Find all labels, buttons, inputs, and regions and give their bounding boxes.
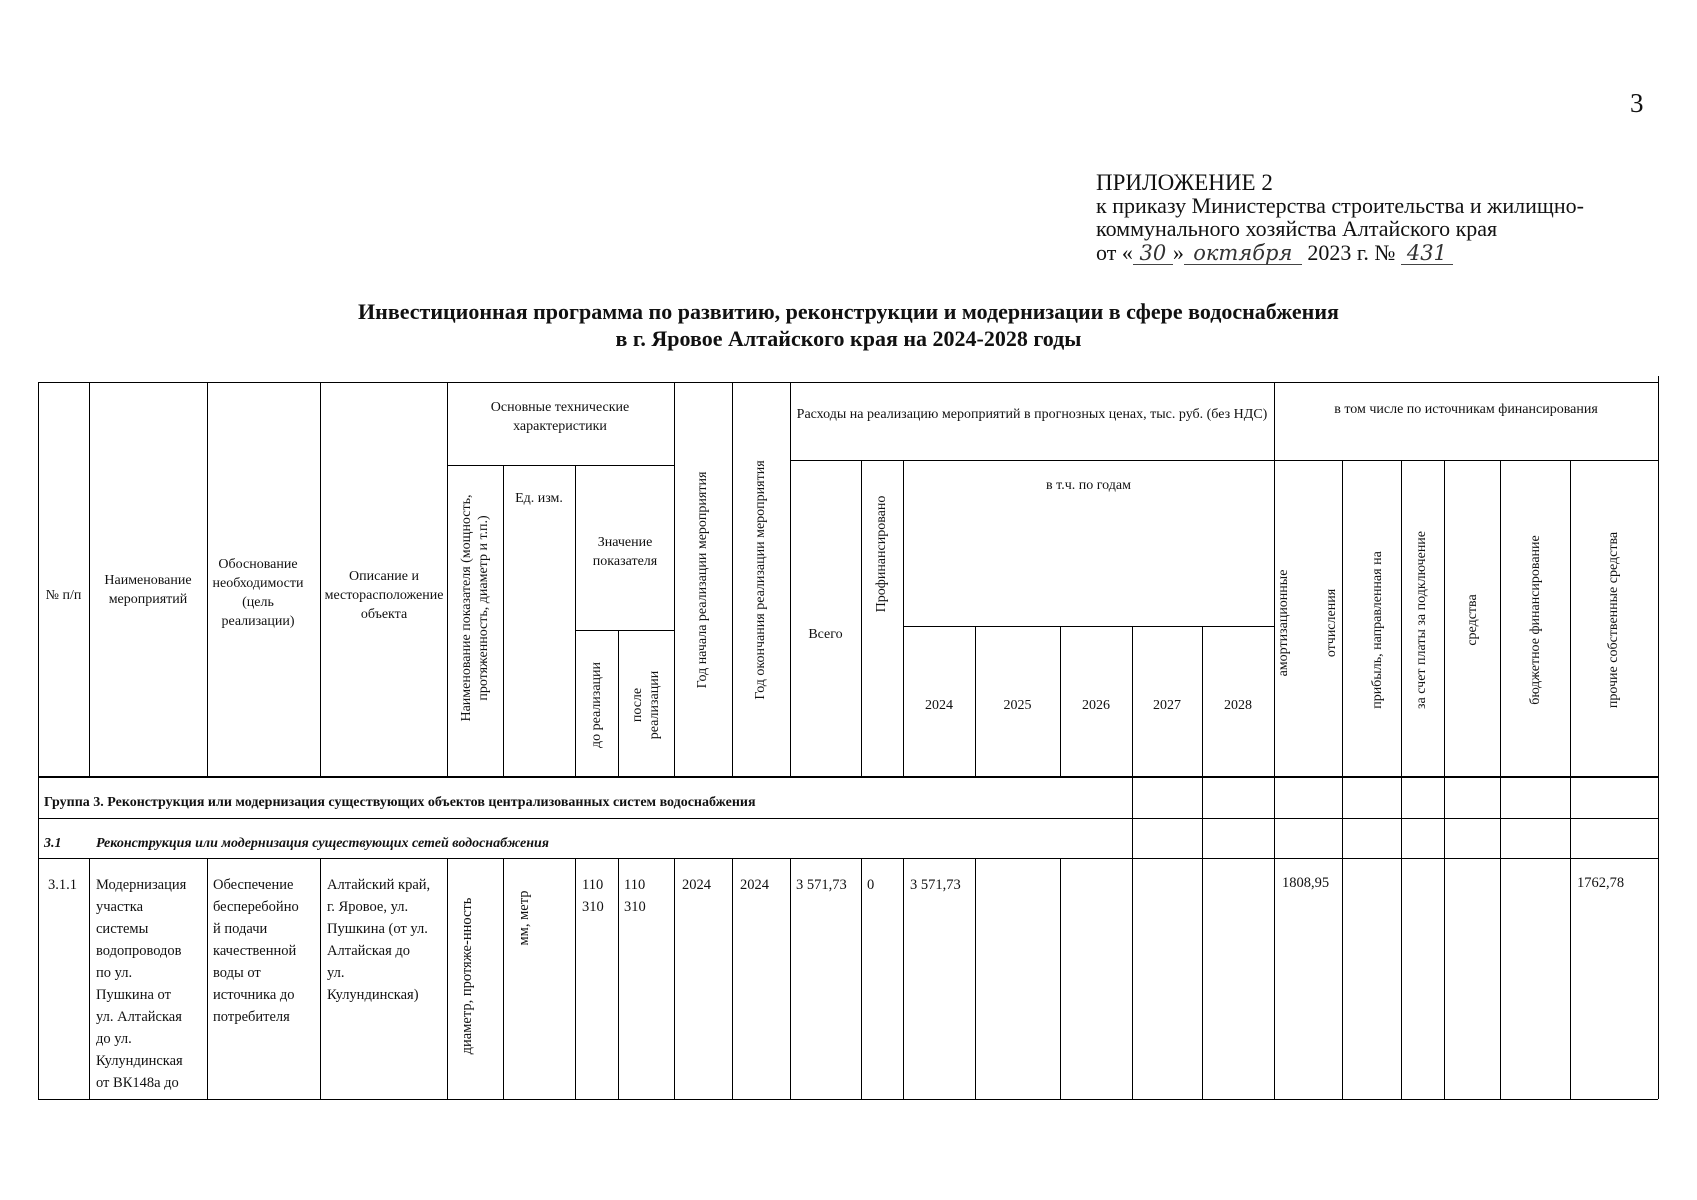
value-divider	[575, 630, 674, 631]
col-border	[447, 382, 448, 776]
col-border	[207, 858, 208, 1099]
table-bottom-border	[38, 1099, 1658, 1100]
handwritten-day: 30	[1133, 242, 1173, 265]
col-border	[1132, 776, 1133, 1099]
header-year-2026: 2026	[1082, 697, 1110, 713]
col-border	[320, 858, 321, 1099]
col-border	[503, 858, 504, 1099]
col-border	[1500, 460, 1501, 1099]
header-after: после реализации	[630, 670, 662, 740]
row-name: Модернизация участка системы водопроводов по ул. Пушкина от ул. Алтайская до ул. Кулундинская от ВК148а до	[96, 877, 187, 1091]
col-border	[903, 858, 904, 1099]
date-year: 2023 г. №	[1307, 240, 1396, 265]
col-border	[1570, 460, 1571, 1099]
col-border	[861, 858, 862, 1099]
group-row-border	[38, 818, 1658, 819]
header-amortization: амортизационные отчисления	[1276, 569, 1339, 677]
header-sources: в том числе по источникам финансирования	[1334, 401, 1598, 417]
col-border	[38, 382, 39, 1099]
header-description: Описание и месторасположение объекта	[324, 568, 444, 622]
header-year-end: Год окончания реализации мероприятия	[753, 460, 768, 700]
header-before: до реализации	[589, 661, 604, 749]
row-amortization: 1808,95	[1282, 875, 1330, 891]
header-year-2024: 2024	[925, 697, 953, 713]
subgroup-3-1-title: Реконструкция или модернизация существующих сетей водоснабжения	[96, 836, 550, 851]
col-border	[503, 465, 504, 776]
header-costs: Расходы на реализацию мероприятий в прогнозных ценах, тыс. руб. (без НДС)	[796, 406, 1268, 422]
header-connection: за счет платы за подключение	[1414, 530, 1429, 710]
years-divider	[903, 626, 1274, 627]
row-other: 1762,78	[1577, 875, 1625, 891]
row-description: Алтайский край, г. Яровое, ул. Пушкина (от ул. Алтайская до ул. Кулундинская)	[327, 877, 431, 1003]
header-bottom-border	[38, 776, 1658, 778]
document-title	[0, 298, 1697, 352]
col-border	[575, 465, 576, 776]
col-border	[618, 858, 619, 1099]
col-border	[732, 382, 733, 776]
col-border	[861, 460, 862, 776]
costs-divider	[790, 460, 1658, 461]
header-year-start: Год начала реализации мероприятия	[695, 471, 710, 689]
header-funds: средства	[1465, 594, 1480, 646]
subgroup-row-border	[38, 858, 1658, 859]
col-border	[89, 858, 90, 1099]
header-justification: Обоснование необходимости (цель реализации)	[212, 557, 304, 629]
subgroup-3-1-num: 3.1	[44, 836, 62, 851]
header-value: Значение показателя	[592, 535, 658, 569]
appendix-title: ПРИЛОЖЕНИЕ 2	[1096, 170, 1273, 195]
row-financed: 0	[867, 877, 875, 893]
row-total: 3 571,73	[796, 877, 847, 893]
header-indicator-name: Наименование показателя (мощность, протяженность, диаметр и т.п.)	[459, 494, 491, 722]
col-border	[575, 858, 576, 1099]
handwritten-number: 431	[1401, 242, 1453, 265]
row-num: 3.1.1	[48, 877, 77, 893]
col-border	[674, 858, 675, 1099]
col-border	[320, 382, 321, 776]
row-unit: мм, метр	[516, 890, 532, 946]
table-top-border	[38, 382, 1658, 383]
header-budget: бюджетное финансирование	[1528, 535, 1543, 705]
document-title-line-1: Инвестиционная программа по развитию, реконструкции и модернизации в сфере водоснабжения	[358, 299, 1339, 324]
header-year-2027: 2027	[1153, 697, 1181, 713]
col-border	[732, 858, 733, 1099]
col-border	[1060, 858, 1061, 1099]
appendix-line-1: к приказу Министерства строительства и жилищно-	[1096, 193, 1584, 218]
col-border	[1202, 776, 1203, 1099]
date-mid: »	[1172, 240, 1184, 265]
row-indicator: диаметр, протяже-нность	[459, 897, 475, 1055]
header-financed: Профинансировано	[874, 495, 889, 613]
header-profit: прибыль, направленная на	[1370, 551, 1385, 709]
col-border	[975, 626, 976, 776]
group-3-title: Группа 3. Реконструкция или модернизация существующих объектов централизованных систем водоснабжения	[44, 795, 756, 810]
col-border	[1342, 460, 1343, 1099]
col-border	[674, 382, 675, 776]
page-number: 3	[1630, 88, 1644, 118]
handwritten-month: октября	[1184, 242, 1302, 265]
header-year-2028: 2028	[1224, 697, 1252, 713]
header-total: Всего	[808, 626, 843, 642]
col-border	[790, 382, 791, 776]
col-border	[975, 858, 976, 1099]
col-border	[1132, 626, 1133, 776]
col-border	[1060, 626, 1061, 776]
col-border	[1274, 382, 1275, 1099]
appendix-date-line	[1096, 242, 1453, 265]
row-before: 110 310	[582, 877, 604, 915]
row-after: 110 310	[624, 877, 646, 915]
col-border	[618, 630, 619, 776]
header-unit: Ед. изм.	[515, 490, 563, 506]
col-border	[1444, 460, 1445, 1099]
row-year-start: 2024	[682, 877, 711, 893]
document-title-line-2: в г. Яровое Алтайского края на 2024-2028 годы	[615, 326, 1082, 351]
col-border	[903, 460, 904, 776]
header-year-2025: 2025	[1003, 697, 1032, 713]
row-year-end: 2024	[740, 877, 769, 893]
appendix-line-2: коммунального хозяйства Алтайского края	[1096, 216, 1498, 241]
col-border	[1401, 460, 1402, 1099]
row-justification: Обеспечение бесперебойно й подачи качественной воды от источника до потребителя	[213, 877, 299, 1025]
header-num: № п/п	[45, 587, 82, 603]
col-border	[1202, 626, 1203, 776]
header-by-years: в т.ч. по годам	[1046, 477, 1131, 493]
col-border	[89, 382, 90, 776]
date-prefix: от «	[1096, 240, 1133, 265]
header-name: Наименование мероприятий	[104, 573, 192, 607]
col-border	[1658, 376, 1659, 1099]
col-border	[207, 382, 208, 776]
row-2024: 3 571,73	[910, 877, 961, 893]
col-border	[447, 858, 448, 1099]
col-border	[790, 858, 791, 1099]
header-tech-group: Основные технические характеристики	[490, 400, 630, 434]
header-other: прочие собственные средства	[1606, 531, 1621, 709]
